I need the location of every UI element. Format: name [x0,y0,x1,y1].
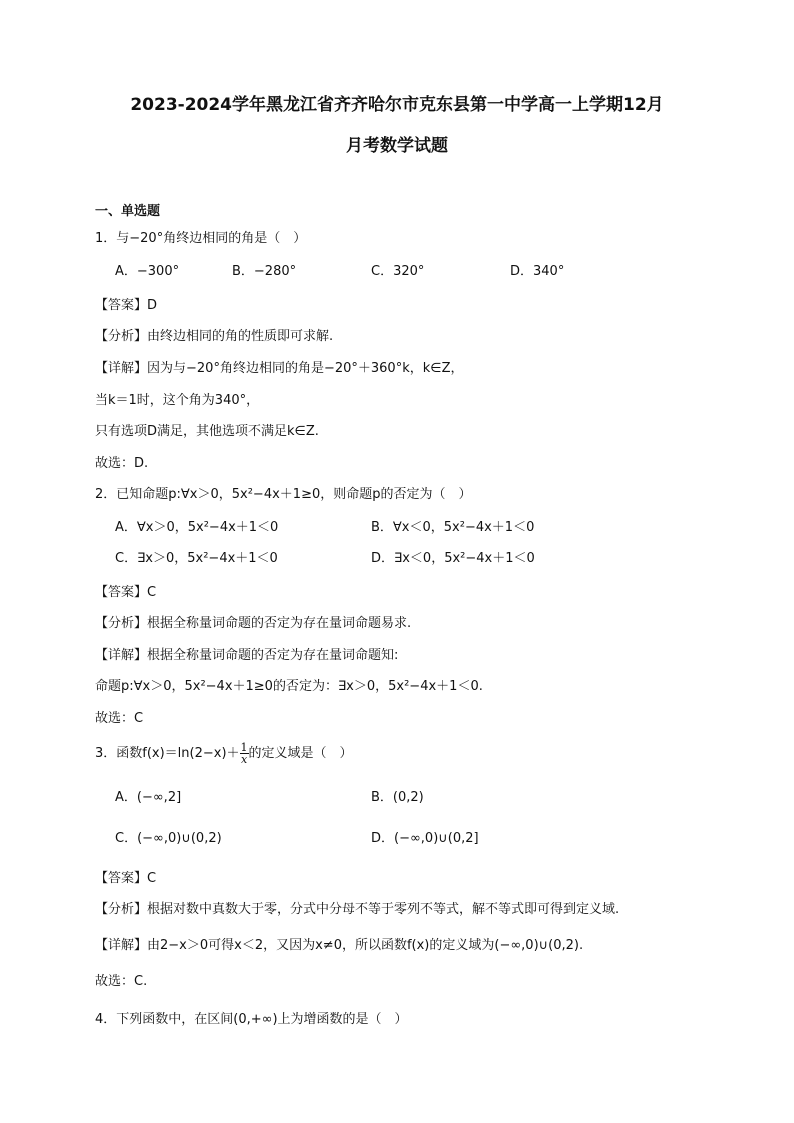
detail-tag: 【详解】 [95,938,148,953]
question-1-option-c: C．320° [371,264,425,279]
question-2-conclusion: 故选：C [95,711,144,726]
question-3-option-c: C．(−∞,0)∪(0,2) [115,831,222,846]
stem-part-a: 3．函数f(x)＝ln(2−x)＋ [95,746,240,761]
document-title-line-2: 月考数学试题 [346,136,448,156]
question-3-option-a: A．(−∞,2] [115,790,182,805]
detail-text: 由2−x＞0可得x＜2，又因为x≠0，所以函数f(x)的定义域为(−∞,0)∪(0,2). [147,938,584,953]
question-2-option-c: C．∃x＞0，5x²−4x＋1＜0 [115,551,278,566]
question-2-option-a: A．∀x＞0，5x²−4x＋1＜0 [115,520,279,535]
question-1-detail [95,360,464,378]
analysis-tag: 【分析】 [95,902,148,917]
question-1-option-d: D．340° [510,264,565,279]
analysis-text: 由终边相同的角的性质即可求解. [147,329,334,344]
analysis-text: 根据对数中真数大于零，分式中分母不等于零列不等式，解不等式即可得到定义域. [147,902,620,917]
analysis-text: 根据全称量词命题的否定为存在量词命题易求. [147,616,412,631]
question-1-option-a: A．−300° [115,264,180,279]
question-2-analysis [95,615,411,633]
question-1-option-b: B．−280° [232,264,297,279]
question-3-detail [95,937,583,955]
question-2-stem: 2．已知命题p:∀x＞0，5x²−4x＋1≥0，则命题p的否定为（ ） [95,487,472,502]
question-3-answer: 【答案】C [95,871,157,886]
detail-text: 因为与−20°角终边相同的角是−20°＋360°k，k∈Z， [147,361,464,376]
detail-text: 根据全称量词命题的否定为存在量词命题知: [147,648,399,663]
question-2-detail [95,647,398,665]
question-4-stem: 4．下列函数中，在区间(0,+∞)上为增函数的是（ ） [95,1012,408,1027]
question-2-detail-line-2: 命题p:∀x＞0，5x²−4x＋1≥0的否定为：∃x＞0，5x²−4x＋1＜0. [95,679,483,694]
question-1-conclusion: 故选：D. [95,456,149,471]
question-1-detail-line-2: 当k＝1时，这个角为340°， [95,393,260,408]
analysis-tag: 【分析】 [95,329,148,344]
question-3-option-b: B．(0,2) [371,790,424,805]
document-title-line-1: 2023-2024学年黑龙江省齐齐哈尔市克东县第一中学高一上学期12月 [130,95,664,115]
question-2-option-d: D．∃x＜0，5x²−4x＋1＜0 [371,551,535,566]
question-1-answer: 【答案】D [95,298,158,313]
question-3-option-d: D．(−∞,0)∪(0,2] [371,831,479,846]
fraction-numerator: 1 [240,741,248,754]
question-2-answer: 【答案】C [95,585,157,600]
fraction [240,742,249,765]
question-1-analysis [95,328,333,346]
question-1-stem: 1．与−20°角终边相同的角是（ ） [95,231,307,246]
stem-part-b: 的定义域是（ ） [248,746,353,761]
detail-tag: 【详解】 [95,361,148,376]
question-1-detail-line-3: 只有选项D满足，其他选项不满足k∈Z. [95,424,319,439]
detail-tag: 【详解】 [95,648,148,663]
section-heading: 一、单选题 [95,204,161,219]
question-3-stem [95,741,353,767]
fraction-denominator: x [240,753,248,766]
question-3-conclusion: 故选：C. [95,974,148,989]
question-3-analysis [95,901,619,919]
question-2-option-b: B．∀x＜0，5x²−4x＋1＜0 [371,520,535,535]
analysis-tag: 【分析】 [95,616,148,631]
